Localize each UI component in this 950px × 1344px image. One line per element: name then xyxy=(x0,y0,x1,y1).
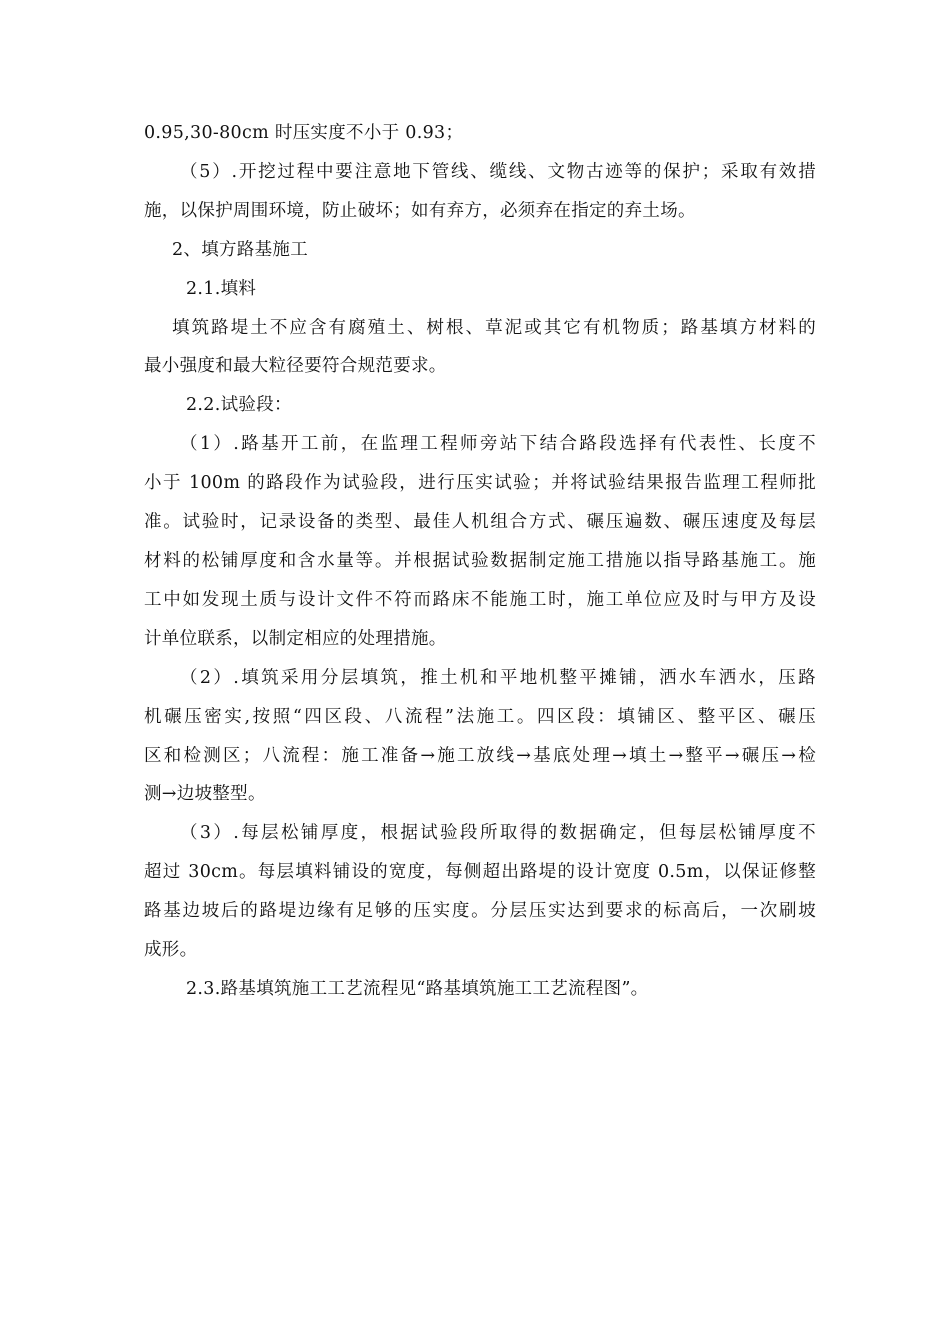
text-line: 准。试验时，记录设备的类型、最佳人机组合方式、碾压遍数、碾压速度及每层 xyxy=(144,512,816,533)
text-line: 机碾压密实,按照“四区段、八流程”法施工。四区段：填铺区、整平区、碾压 xyxy=(144,706,816,727)
text-line: （3）.每层松铺厚度，根据试验段所取得的数据确定，但每层松铺厚度不 xyxy=(180,823,816,844)
text-line: 成形。 xyxy=(144,940,198,961)
text-line: 测→边坡整型。 xyxy=(144,784,266,805)
text-line: 小于 100m 的路段作为试验段，进行压实试验；并将试验结果报告监理工程师批 xyxy=(144,473,816,494)
text-line: （2）.填筑采用分层填筑，推土机和平地机整平摊铺，洒水车洒水，压路 xyxy=(180,667,816,688)
text-line: 路基边坡后的路堤边缘有足够的压实度。分层压实达到要求的标高后，一次刷坡 xyxy=(144,901,816,922)
text-line: 最小强度和最大粒径要符合规范要求。 xyxy=(144,356,447,377)
text-line: 0.95,30-80cm 时压实度不小于 0.93； xyxy=(144,123,464,143)
text-line: （5）.开挖过程中要注意地下管线、缆线、文物古迹等的保护；采取有效措 xyxy=(180,161,816,182)
text-line: 施，以保护周围环境，防止破坏；如有弃方，必须弃在指定的弃土场。 xyxy=(144,200,696,221)
text-line: 工中如发现土质与设计文件不符而路床不能施工时，施工单位应及时与甲方及设 xyxy=(144,589,816,610)
subsection-heading: 2.1.填料 xyxy=(186,278,257,299)
subsection-heading: 2.2.试验段： xyxy=(186,395,292,416)
text-line: 计单位联系，以制定相应的处理措施。 xyxy=(144,628,447,649)
text-line: 材料的松铺厚度和含水量等。并根据试验数据制定施工措施以指导路基施工。施 xyxy=(144,550,816,571)
text-line: 超过 30cm。每层填料铺设的宽度，每侧超出路堤的设计宽度 0.5m，以保证修整 xyxy=(144,862,816,883)
text-line: 2.3.路基填筑施工工艺流程见“路基填筑施工工艺流程图”。 xyxy=(186,978,649,999)
section-heading: 2、填方路基施工 xyxy=(172,239,309,260)
text-line: （1）.路基开工前，在监理工程师旁站下结合路段选择有代表性、长度不 xyxy=(180,434,816,455)
document-body xyxy=(144,114,816,1009)
text-line: 填筑路堤土不应含有腐殖土、树根、草泥或其它有机物质；路基填方材料的 xyxy=(172,317,816,338)
text-line: 区和检测区；八流程：施工准备→施工放线→基底处理→填土→整平→碾压→检 xyxy=(144,745,816,766)
